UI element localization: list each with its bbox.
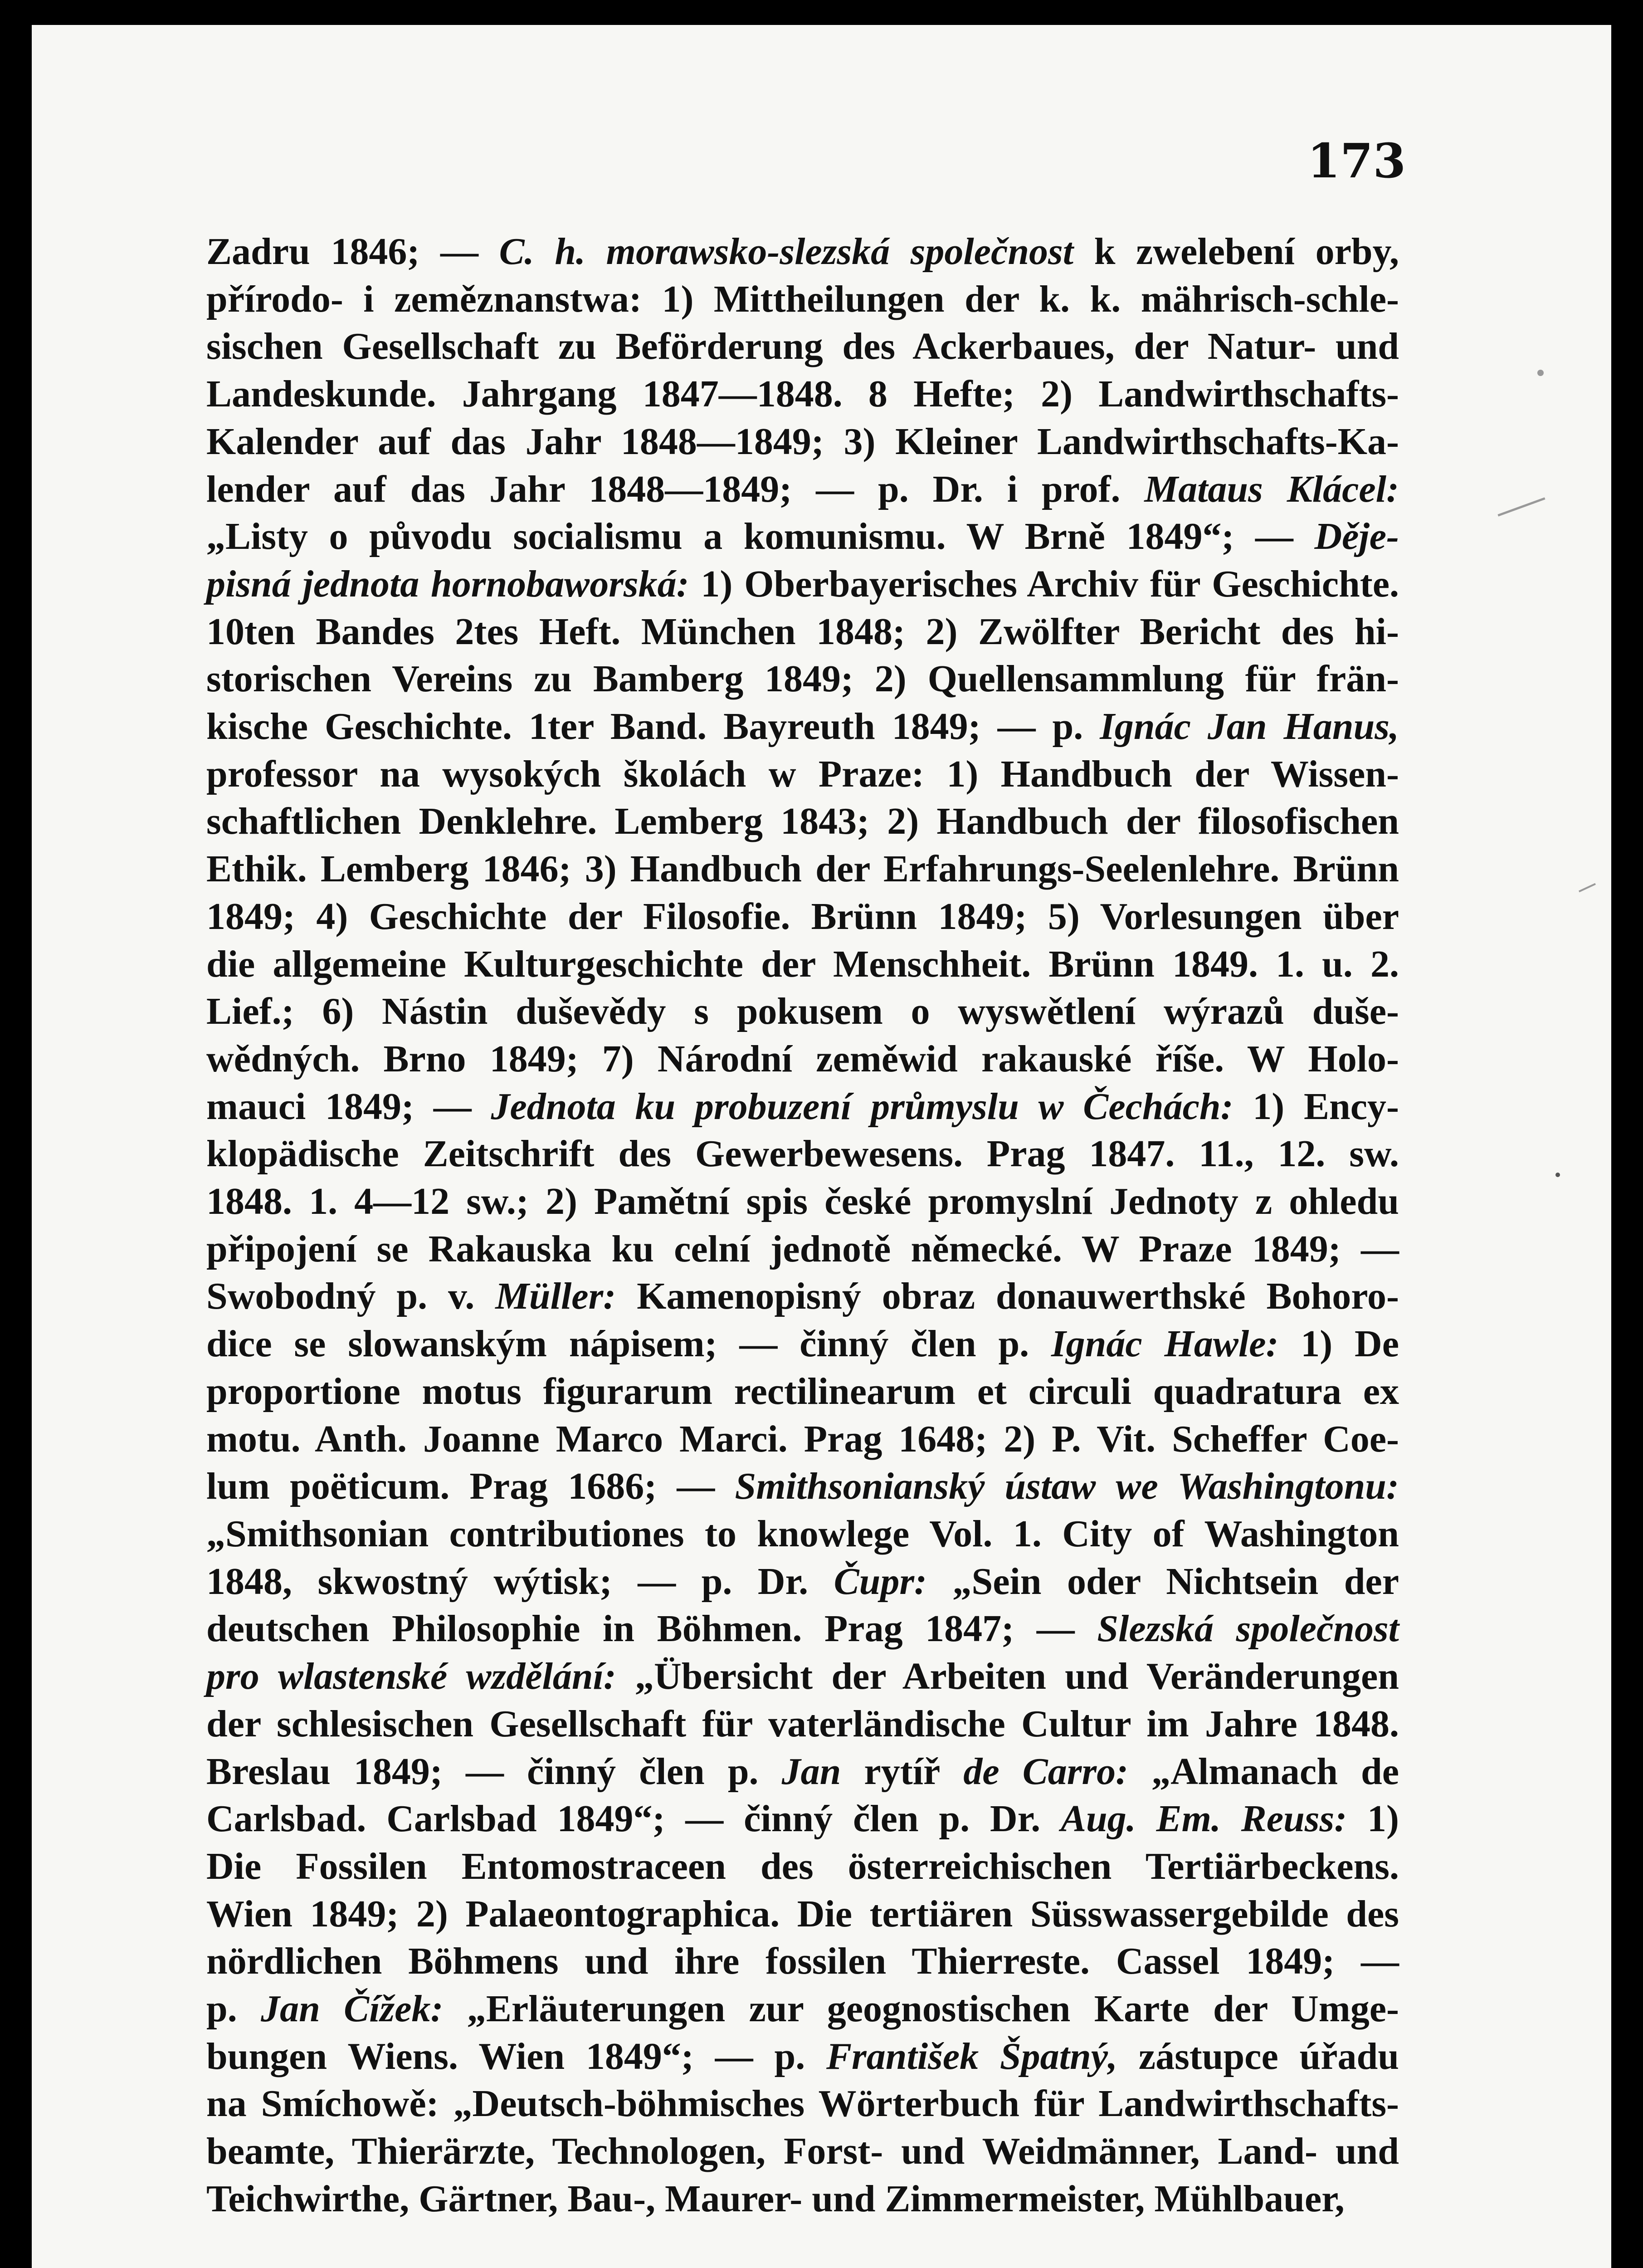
text-line: [206, 941, 1399, 988]
text-line: [206, 1891, 1399, 1938]
text-line: [206, 655, 1399, 703]
text-line: [206, 1320, 1399, 1368]
text-line: [206, 1226, 1399, 1273]
text-run: dice se slowanským nápisem; — činný člen p.: [206, 1323, 1051, 1365]
text-run: motu. Anth. Joanne Marco Marci. Prag 1648; 2) P. Vit. Scheffer Coe-: [206, 1418, 1399, 1460]
text-run: Zadru 1846; —: [206, 230, 499, 273]
text-run: 10ten Bandes 2tes Heft. München 1848; 2) Zwölfter Bericht des hi-: [206, 610, 1399, 653]
text-line: [206, 1368, 1399, 1416]
text-line: [206, 608, 1399, 656]
text-line: [206, 2175, 1399, 2223]
text-line: [206, 2080, 1399, 2128]
text-run: k zwelebení orby,: [1073, 230, 1399, 273]
text-line: [206, 1416, 1399, 1463]
italic-run: Müller:: [495, 1275, 616, 1318]
text-run: p.: [206, 1988, 261, 2030]
text-line: [206, 1605, 1399, 1653]
italic-run: Smithsonianský ústaw we Washingtonu:: [735, 1465, 1399, 1508]
text-line: [206, 1985, 1399, 2033]
italic-run: Děje-: [1314, 515, 1399, 558]
text-run: klopädische Zeitschrift des Gewerbewesens. Prag 1847. 11., 12. sw.: [206, 1133, 1399, 1175]
text-line: [206, 1178, 1399, 1226]
book-page: [32, 25, 1611, 2268]
text-run: Kalender auf das Jahr 1848—1849; 3) Kleiner Landwirthschafts-Ka-: [206, 420, 1399, 463]
italic-run: C. h. morawsko-slezská společnost: [499, 230, 1074, 273]
text-run: schaftlichen Denklehre. Lemberg 1843; 2) Handbuch der filosofischen: [206, 800, 1399, 843]
text-line: [206, 1463, 1399, 1510]
text-run: nördlichen Böhmens und ihre fossilen Thierreste. Cassel 1849; —: [206, 1940, 1399, 1983]
text-run: Kamenopisný obraz donauwerthské Bohoro-: [616, 1275, 1399, 1318]
text-line: [206, 1558, 1399, 1606]
text-run: „Sein oder Nichtsein der: [927, 1560, 1399, 1603]
text-run: „Almanach de: [1128, 1750, 1399, 1793]
text-run: deutschen Philosophie in Böhmen. Prag 1847; —: [206, 1608, 1097, 1650]
text-run: storischen Vereins zu Bamberg 1849; 2) Quellensammlung für frän-: [206, 658, 1399, 700]
text-line: [206, 276, 1399, 323]
text-line: [206, 1083, 1399, 1131]
text-line: [206, 561, 1399, 608]
text-run: 1) Oberbayerisches Archiv für Geschichte.: [689, 562, 1399, 605]
text-line: [206, 846, 1399, 893]
text-line: [206, 1701, 1399, 1748]
text-line: [206, 1795, 1399, 1843]
italic-run: Čupr:: [834, 1560, 927, 1603]
body-text: [206, 228, 1399, 2223]
italic-run: Jednota ku probuzení průmyslu w Čechách:: [491, 1085, 1233, 1128]
scan-margin-mark: [1537, 370, 1544, 376]
italic-run: pro wlastenské wzdělání:: [206, 1655, 616, 1698]
scan-margin-mark: [1555, 1173, 1560, 1177]
text-run: der schlesischen Gesellschaft für vaterländische Cultur im Jahre 1848.: [206, 1702, 1399, 1745]
text-run: lum poëticum. Prag 1686; —: [206, 1465, 735, 1508]
text-run: proportione motus figurarum rectilinearum et circuli quadratura ex: [206, 1370, 1399, 1413]
text-run: die allgemeine Kulturgeschichte der Menschheit. Brünn 1849. 1. u. 2.: [206, 943, 1399, 985]
text-run: přírodo- i zeměznanstwa: 1) Mittheilungen der k. k. mährisch-schle-: [206, 278, 1399, 320]
text-run: mauci 1849; —: [206, 1085, 491, 1128]
text-run: připojení se Rakauska ku celní jednotě německé. W Praze 1849; —: [206, 1227, 1399, 1270]
text-run: Breslau 1849; — činný člen p.: [206, 1750, 782, 1793]
text-run: 1848, skwostný wýtisk; — p. Dr.: [206, 1560, 834, 1603]
italic-run: pisná jednota hornobaworská:: [206, 562, 689, 605]
text-line: [206, 1036, 1399, 1083]
italic-run: Slezská společnost: [1097, 1608, 1399, 1650]
text-run: Swobodný p. v.: [206, 1275, 496, 1318]
text-run: rytíř: [841, 1750, 964, 1793]
italic-run: de Carro:: [963, 1750, 1129, 1793]
text-line: [206, 1748, 1399, 1796]
text-line: [206, 703, 1399, 751]
italic-run: Mataus Klácel:: [1144, 468, 1399, 510]
text-line: [206, 466, 1399, 513]
text-run: 1849; 4) Geschichte der Filosofie. Brünn 1849; 5) Vorlesungen über: [206, 895, 1399, 938]
text-run: „Smithsonian contributiones to knowlege Vol. 1. City of Washington: [206, 1512, 1399, 1555]
text-line: [206, 2033, 1399, 2081]
text-run: Landeskunde. Jahrgang 1847—1848. 8 Hefte; 2) Landwirthschafts-: [206, 373, 1399, 415]
text-run: bungen Wiens. Wien 1849“; — p.: [206, 2035, 827, 2077]
text-run: wědných. Brno 1849; 7) Národní zeměwid rakauské říše. W Holo-: [206, 1037, 1399, 1080]
italic-run: Jan: [781, 1750, 841, 1793]
text-run: „Übersicht der Arbeiten und Veränderungen: [616, 1655, 1399, 1698]
text-run: lender auf das Jahr 1848—1849; — p. Dr. i prof.: [206, 468, 1145, 510]
text-line: [206, 2128, 1399, 2175]
scan-margin-mark: [1579, 883, 1596, 893]
italic-run: Jan Čížek:: [261, 1988, 444, 2030]
text-run: Teichwirthe, Gärtner, Bau-, Maurer- und Zimmermeister, Mühlbauer,: [206, 2177, 1345, 2220]
text-run: 1) De: [1278, 1323, 1399, 1365]
page-number: 173: [1307, 133, 1406, 189]
text-line: [206, 1130, 1399, 1178]
italic-run: Ignác Hawle:: [1051, 1323, 1279, 1365]
text-line: [206, 323, 1399, 371]
text-line: [206, 1938, 1399, 1985]
italic-run: Ignác Jan Hanus,: [1100, 705, 1399, 748]
text-run: Die Fossilen Entomostraceen des österreichischen Tertiärbeckens.: [206, 1845, 1399, 1887]
text-run: Lief.; 6) Nástin duševědy s pokusem o wyswětlení wýrazů duše-: [206, 990, 1399, 1033]
text-run: Carlsbad. Carlsbad 1849“; — činný člen p. Dr.: [206, 1798, 1061, 1840]
text-line: [206, 371, 1399, 418]
text-run: 1): [1347, 1798, 1399, 1840]
italic-run: Aug. Em. Reuss:: [1061, 1798, 1347, 1840]
text-run: Ethik. Lemberg 1846; 3) Handbuch der Erfahrungs-Seelenlehre. Brünn: [206, 848, 1399, 890]
text-run: „Erläuterungen zur geognostischen Karte der Umge-: [443, 1988, 1399, 2030]
text-run: kische Geschichte. 1ter Band. Bayreuth 1849; — p.: [206, 705, 1100, 748]
text-line: [206, 1843, 1399, 1891]
text-run: professor na wysokých školách w Praze: 1) Handbuch der Wissen-: [206, 753, 1399, 795]
scan-margin-mark: [1497, 497, 1545, 516]
text-run: sischen Gesellschaft zu Beförderung des Ackerbaues, der Natur- und: [206, 325, 1399, 368]
text-run: beamte, Thierärzte, Technologen, Forst- und Weidmänner, Land- und: [206, 2130, 1399, 2173]
text-line: [206, 988, 1399, 1036]
text-run: „Listy o původu socialismu a komunismu. W Brně 1849“; —: [206, 515, 1315, 558]
text-line: [206, 1653, 1399, 1701]
text-run: Wien 1849; 2) Palaeontographica. Die tertiären Süsswassergebilde des: [206, 1892, 1399, 1935]
text-line: [206, 513, 1399, 561]
text-line: [206, 893, 1399, 941]
text-line: [206, 418, 1399, 466]
text-line: [206, 1273, 1399, 1320]
text-run: na Smíchowě: „Deutsch-böhmisches Wörterbuch für Landwirthschafts-: [206, 2082, 1399, 2125]
italic-run: František Špatný,: [826, 2035, 1117, 2077]
text-line: [206, 228, 1399, 276]
text-run: 1848. 1. 4—12 sw.; 2) Pamětní spis české promyslní Jednoty z ohledu: [206, 1180, 1399, 1223]
text-run: zástupce úřadu: [1117, 2035, 1399, 2077]
text-line: [206, 798, 1399, 846]
text-line: [206, 1510, 1399, 1558]
text-run: 1) Ency-: [1233, 1085, 1399, 1128]
text-line: [206, 751, 1399, 798]
